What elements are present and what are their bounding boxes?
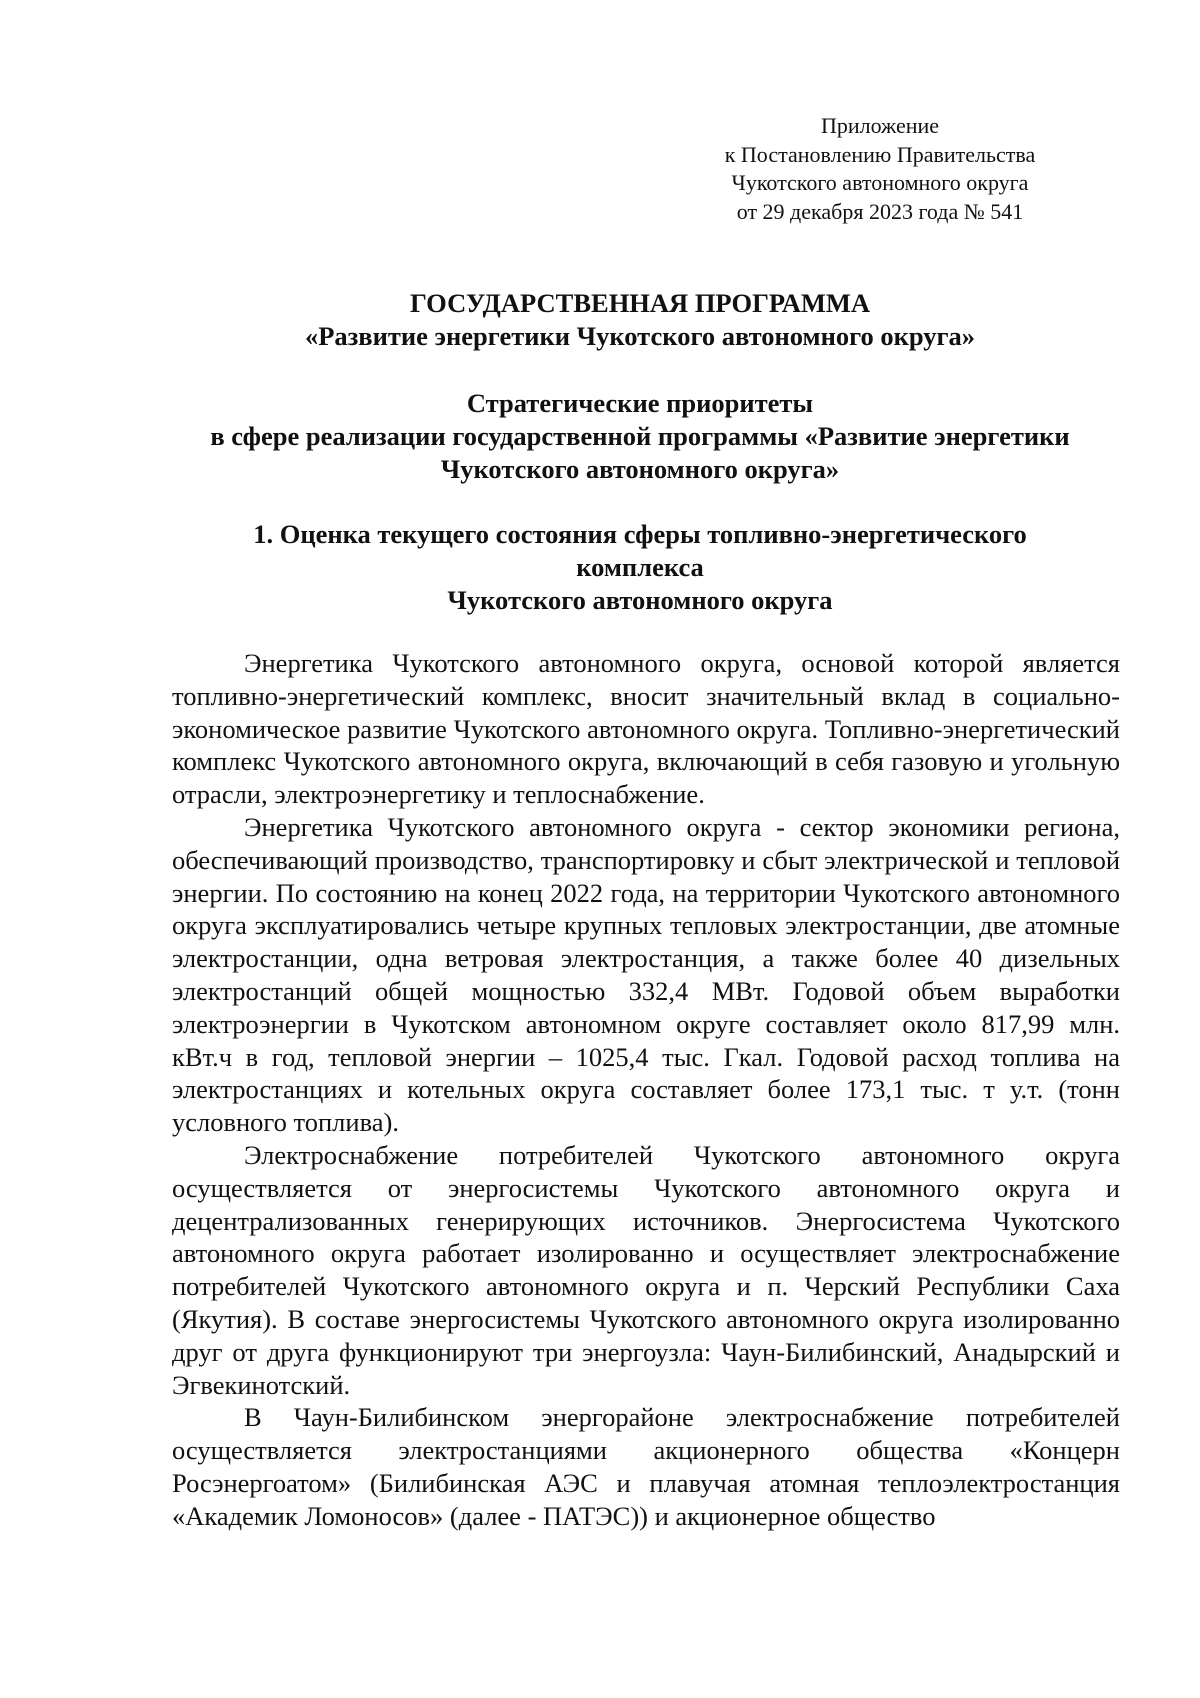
appendix-line: от 29 декабря 2023 года № 541 bbox=[736, 198, 1024, 224]
priorities-title-line: Чукотского автономного округа» bbox=[440, 454, 840, 484]
program-title-line: ГОСУДАРСТВЕННАЯ ПРОГРАММА bbox=[409, 288, 871, 318]
paragraph: Энергетика Чукотского автономного округа, основой которой является топливно-энергетический комплекс, вносит значительный вклад в социально-экономическое развитие Чукотского автономного округа. Топливно-энергетический комплекс Чукотского автономного округа, включающий в себя газовую и угольную отрасли, электроэнергетику и теплоснабжение. bbox=[172, 648, 1120, 810]
priorities-title-line: в сфере реализации государственной программы «Развитие энергетики bbox=[210, 421, 1070, 451]
appendix-block bbox=[690, 112, 1070, 226]
section-title bbox=[160, 518, 1120, 617]
program-title-line: «Развитие энергетики Чукотского автономного округа» bbox=[304, 321, 976, 351]
section-title-line: 1. Оценка текущего состояния сферы топливно-энергетического bbox=[253, 519, 1027, 549]
priorities-title bbox=[160, 387, 1120, 486]
appendix-line: Чукотского автономного округа bbox=[731, 170, 1029, 195]
priorities-title-line: Стратегические приоритеты bbox=[466, 388, 814, 418]
paragraph: В Чаун-Билибинском энергорайоне электроснабжение потребителей осуществляется электростанциями акционерного общества «Концерн Росэнергоатом» (Билибинская АЭС и плавучая атомная теплоэлектростанция «Академик Ломоносов» (далее - ПАТЭС)) и акционерное общество bbox=[172, 1402, 1120, 1531]
appendix-line: к Постановлению Правительства bbox=[724, 141, 1036, 167]
paragraph: Энергетика Чукотского автономного округа - сектор экономики региона, обеспечивающий производство, транспортировку и сбыт электрической и тепловой энергии. По состоянию на конец 2022 года, на территории Чукотского автономного округа эксплуатировались четыре крупных тепловых электростанции, две атомные электростанции, одна ветровая электростанция, а также более 40 дизельных электростанций общей мощностью 332,4 МВт. Годовой объем выработки электроэнергии в Чукотском автономном округе составляет около 817,99 млн. кВт.ч в год, тепловой энергии – 1025,4 тыс. Гкал. Годовой расход топлива на электростанциях и котельных округа составляет более 173,1 тыс. т у.т. (тонн условного топлива). bbox=[172, 811, 1120, 1138]
appendix-line: Приложение bbox=[820, 113, 940, 138]
body-text bbox=[172, 647, 1120, 1533]
section-title-line: комплекса bbox=[576, 552, 704, 582]
program-title bbox=[160, 287, 1120, 353]
section-title-line: Чукотского автономного округа bbox=[447, 585, 833, 615]
paragraph: Электроснабжение потребителей Чукотского автономного округа осуществляется от энергосистемы Чукотского автономного округа и децентрализованных генерирующих источников. Энергосистема Чукотского автономного округа работает изолированно и осуществляет электроснабжение потребителей Чукотского автономного округа и п. Черский Республики Саха (Якутия). В составе энергосистемы Чукотского автономного округа изолированно друг от друга функционируют три энергоузла: Чаун-Билибинский, Анадырский и Эгвекинотский. bbox=[172, 1139, 1120, 1400]
